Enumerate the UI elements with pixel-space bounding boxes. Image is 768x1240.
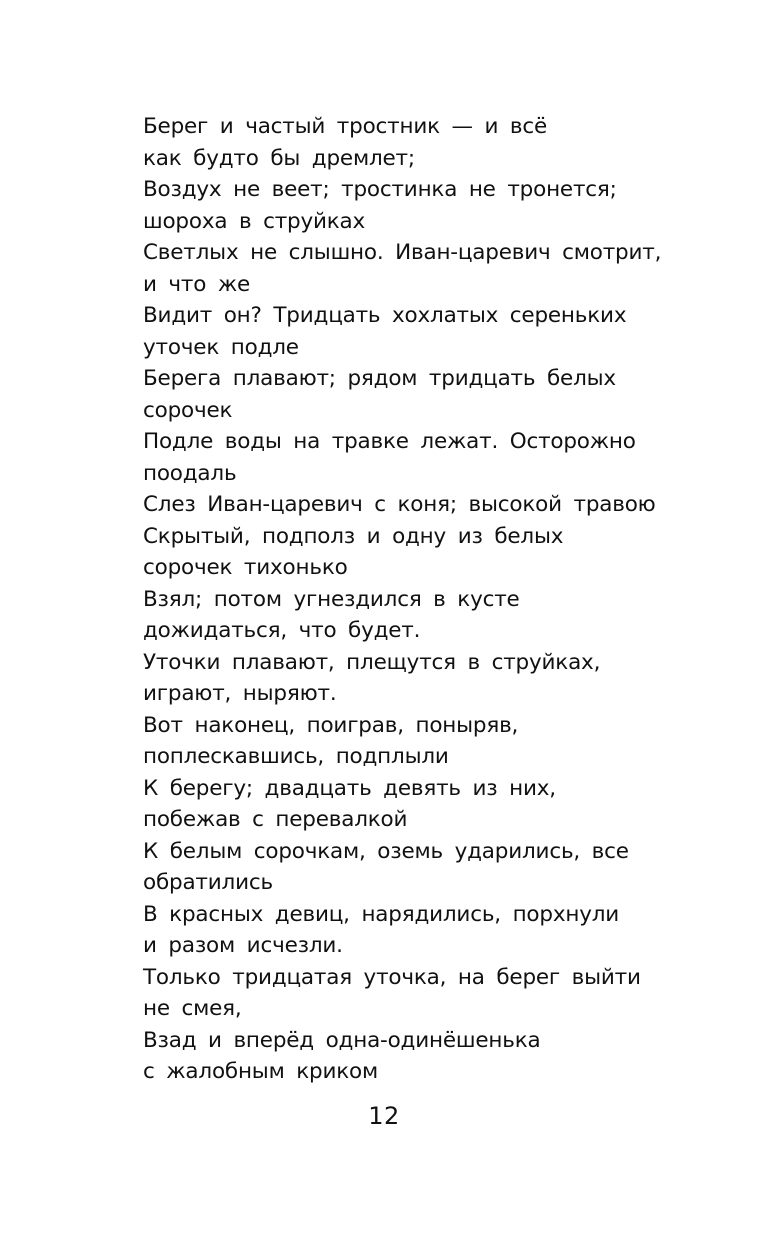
poem-line: Скрытый, подполз и одну из белых: [143, 523, 564, 549]
poem-line: шороха в струйках: [143, 208, 366, 234]
poem-line: Воздух не веет; тростинка не тронется;: [143, 177, 617, 202]
poem-line: и разом исчезли.: [143, 933, 343, 958]
poem-line: дожидаться, что будет.: [143, 618, 421, 643]
poem-line: поплескавшись, подплыли: [143, 744, 449, 769]
poem-line: Взад и вперёд одна-одинёшенька: [143, 1027, 541, 1053]
poem-line: и что же: [143, 271, 251, 297]
poem-line: Светлых не слышно. Иван-царевич смотрит,: [143, 240, 662, 265]
poem-line: с жалобным криком: [143, 1059, 379, 1084]
poem-line: сорочек тихонько: [143, 555, 348, 580]
poem-line: поодаль: [143, 460, 237, 486]
poem-line: Берега плавают; рядом тридцать белых: [143, 366, 616, 391]
poem-line: Берег и частый тростник — и всё: [143, 114, 547, 139]
poem-line: В красных девиц, нарядились, порхнули: [143, 901, 620, 927]
poem-line: Видит он? Тридцать хохлатых сереньких: [143, 303, 627, 328]
poem-line: Подле воды на травке лежат. Осторожно: [143, 429, 636, 454]
poem-text: [143, 111, 723, 1088]
poem-line: обратились: [143, 870, 273, 895]
poem-line: сорочек: [143, 397, 233, 423]
poem-line: играют, ныряют.: [143, 681, 337, 706]
poem-line: побежав с перевалкой: [143, 807, 408, 832]
poem-line: не смея,: [143, 996, 242, 1021]
poem-line: К берегу; двадцать девять из них,: [143, 775, 556, 801]
poem-line: Вот наконец, поиграв, поныряв,: [143, 712, 519, 738]
poem-line: Уточки плавают, плещутся в струйках,: [143, 649, 601, 675]
poem-line: уточек подле: [143, 334, 299, 360]
poem-line: как будто бы дремлет;: [143, 145, 415, 171]
poem-line: Только тридцатая уточка, на берег выйти: [143, 964, 641, 990]
page-number: 12: [368, 1102, 400, 1130]
poem-line: Взял; потом угнездился в кусте: [143, 586, 520, 612]
poem-line: К белым сорочкам, оземь ударились, все: [143, 838, 629, 864]
poem-line: Слез Иван-царевич с коня; высокой травою: [143, 492, 656, 517]
